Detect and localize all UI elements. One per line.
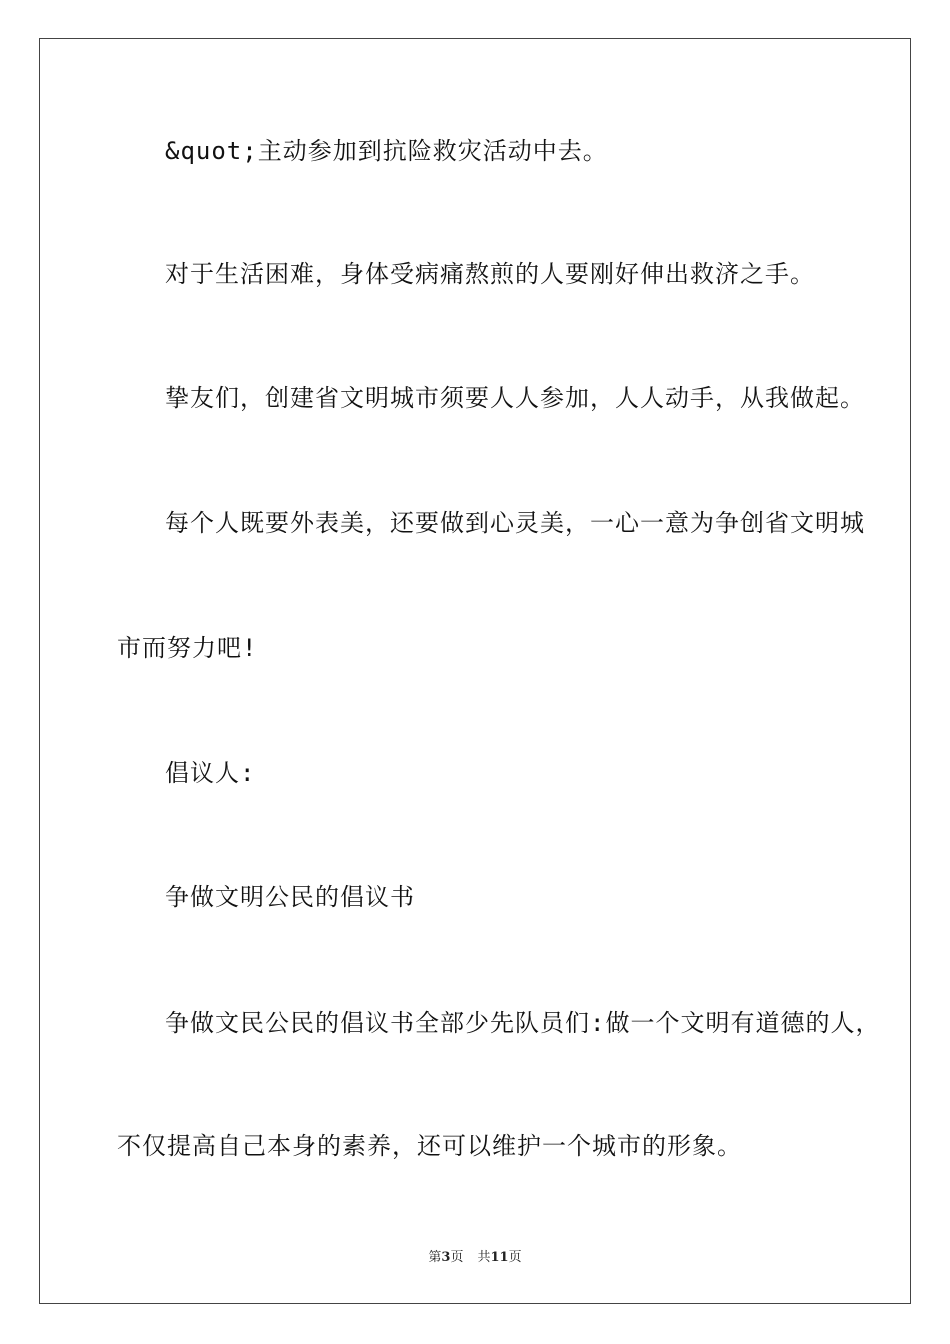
paragraph-line: 争做文明公民的倡议书 xyxy=(165,883,415,911)
page-border xyxy=(39,38,911,1304)
paragraph-line: 每个人既要外表美，还要做到心灵美，一心一意为争创省文明城 xyxy=(165,509,865,537)
paragraph-line: 倡议人: xyxy=(165,759,256,787)
paragraph-line: 不仅提高自己本身的素养，还可以维护一个城市的形象。 xyxy=(117,1132,742,1160)
paragraph-line: 争做文民公民的倡议书全部少先队员们:做一个文明有道德的人， xyxy=(165,1009,881,1037)
page-footer xyxy=(0,1246,950,1265)
total-page-number: 11 xyxy=(490,1250,509,1265)
total-suffix: 页 xyxy=(508,1250,522,1265)
page-prefix: 第 xyxy=(428,1250,442,1265)
total-prefix: 共 xyxy=(477,1250,491,1265)
paragraph-line: 对于生活困难，身体受病痛熬煎的人要刚好伸出救济之手。 xyxy=(165,260,815,288)
paragraph-line: 挚友们，创建省文明城市须要人人参加，人人动手，从我做起。 xyxy=(165,384,865,412)
current-page-number: 3 xyxy=(441,1250,451,1265)
paragraph-line: 市而努力吧! xyxy=(117,634,258,662)
paragraph-line: &quot;主动参加到抗险救灾活动中去。 xyxy=(165,137,608,165)
page-suffix: 页 xyxy=(450,1250,464,1265)
